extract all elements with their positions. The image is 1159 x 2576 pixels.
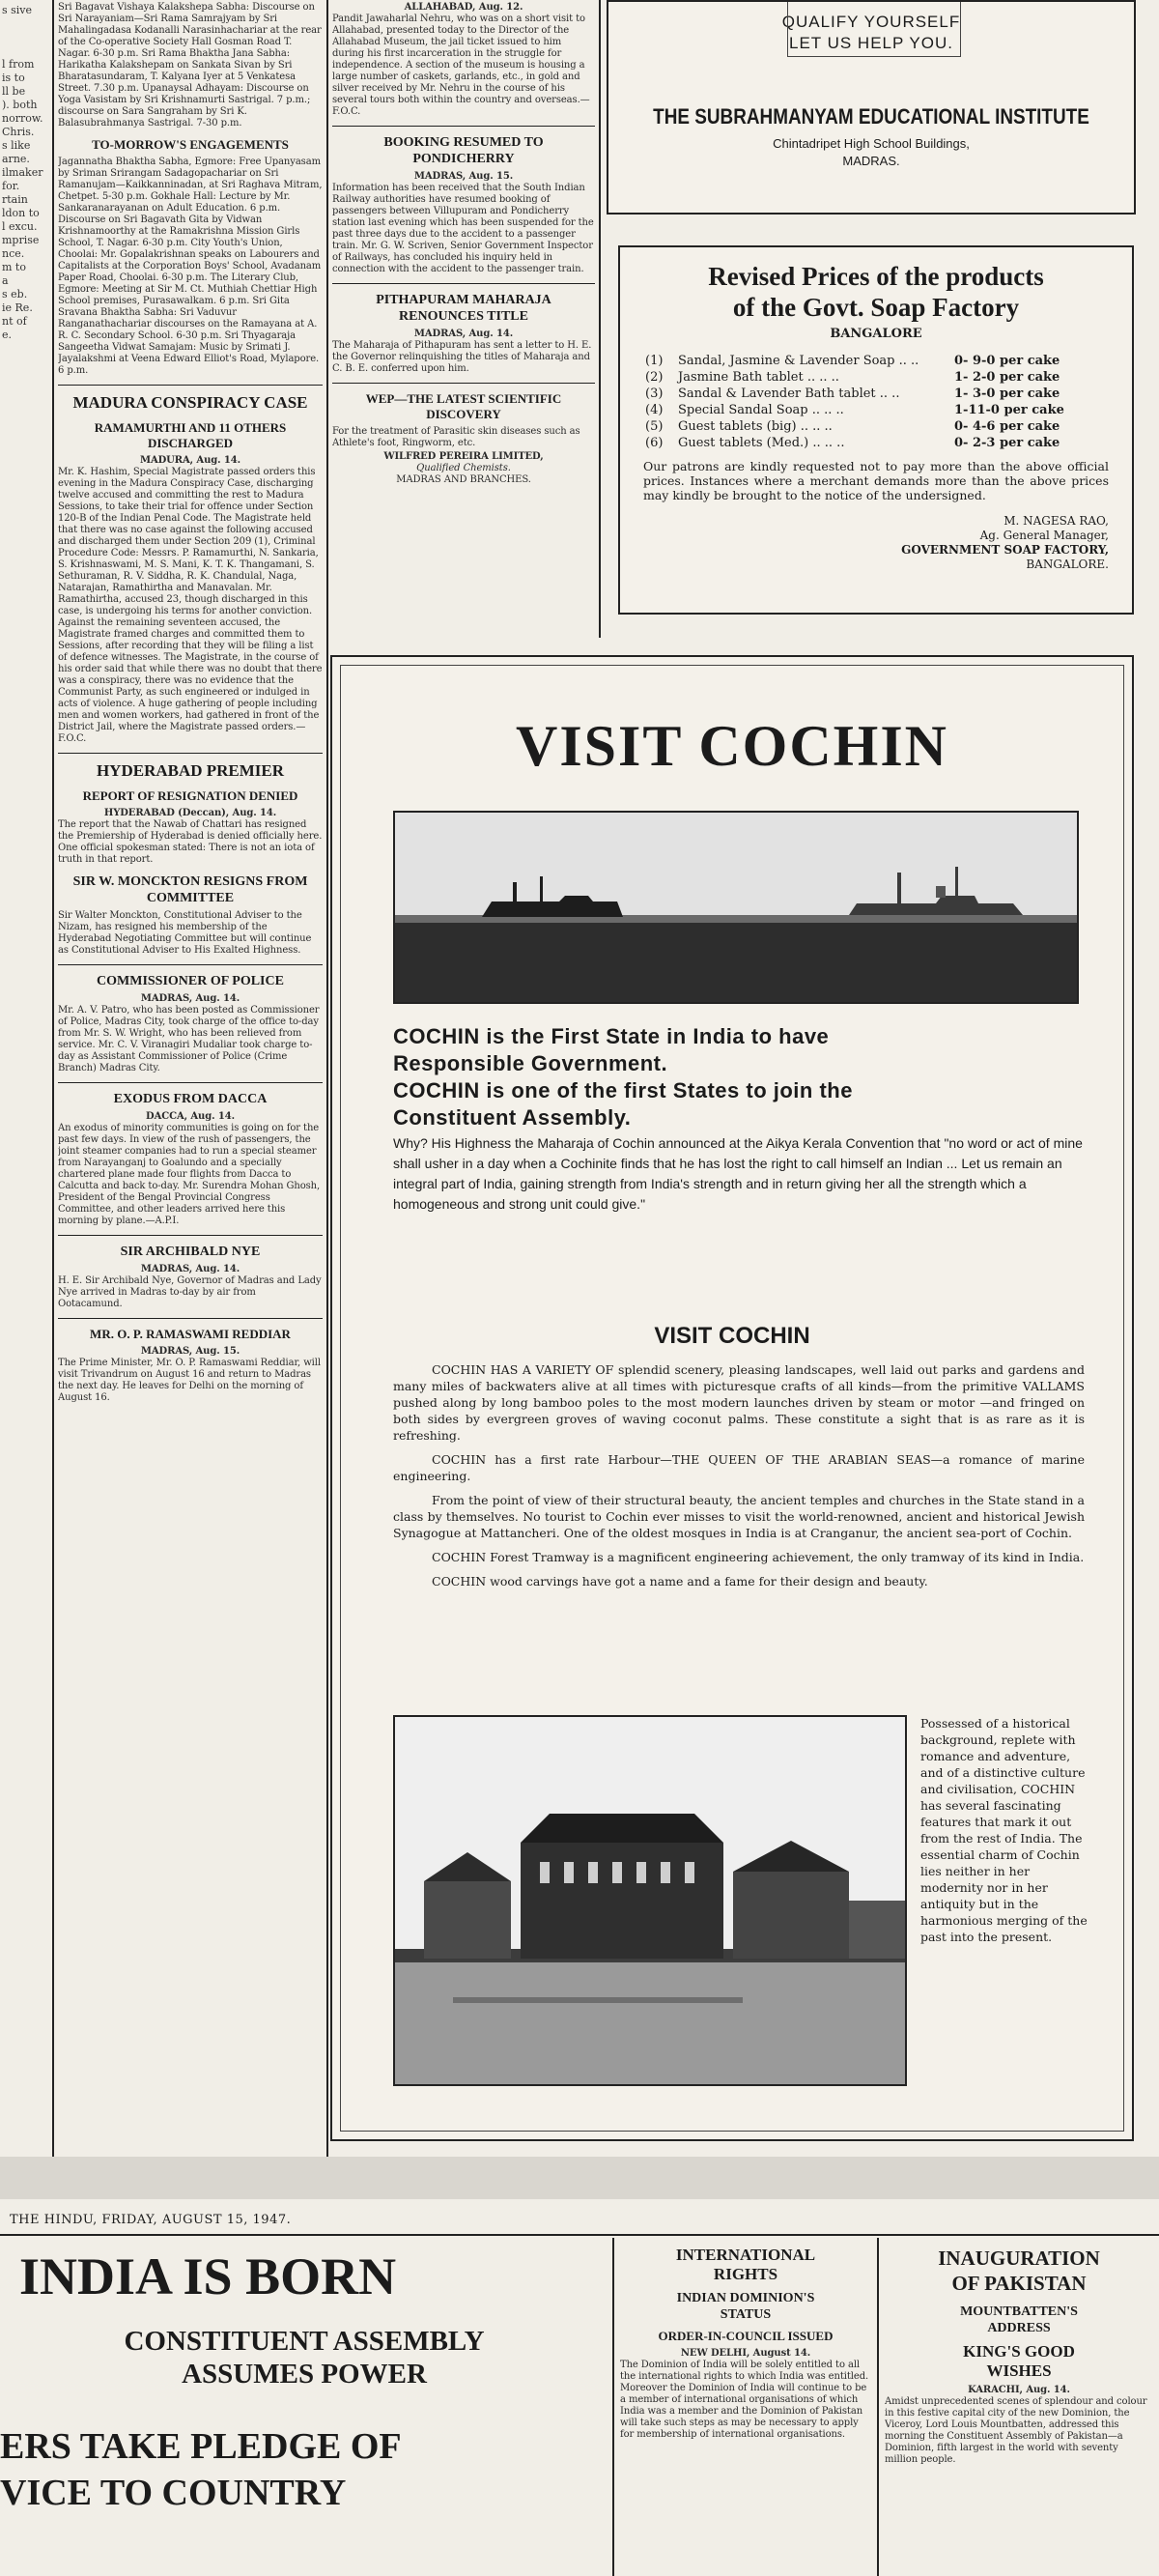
price-row-number: (1) xyxy=(645,354,664,368)
soap-factory-ad xyxy=(618,245,1134,615)
cochin-paragraph: COCHIN wood carvings have got a name and a fame for their design and beauty. xyxy=(432,1574,928,1589)
cochin-side-text: Possessed of a historical background, replete with romance and adventure, and of a distinctive culture and civilisation, COCHIN has several fascinating features that mark it out from the rest of India. The essential charm of Cochin lies neither in her modernity nor in her antiquity but in the harmonious merging of the past into the present. xyxy=(920,1716,1088,1944)
pakistan-subhead-3: KING'S GOOD xyxy=(963,2342,1075,2361)
allahabad-dateline: ALLAHABAD, Aug. 12. xyxy=(404,2,523,13)
newspaper-masthead: THE HINDU, FRIDAY, AUGUST 15, 1947. xyxy=(10,2213,292,2227)
madura-headline: MADURA CONSPIRACY CASE xyxy=(72,393,308,412)
signer-title: Ag. General Manager, xyxy=(979,529,1109,542)
divider xyxy=(58,753,323,754)
price-row-number: (4) xyxy=(645,403,664,417)
pithapuram-dateline: MADRAS, Aug. 14. xyxy=(413,329,514,339)
margin-fragment: l excu. xyxy=(2,220,38,233)
intl-headline-1: INTERNATIONAL xyxy=(675,2246,816,2264)
price-row-price: 0- 2-3 per cake xyxy=(954,436,1060,450)
pithapuram-text: The Maharaja of Pithapuram has sent a letter to H. E. the Governor relinquishing the titles of Maharaja and C. B. E. conferred upon him. xyxy=(332,340,592,374)
pakistan-headline-2: OF PAKISTAN xyxy=(951,2272,1087,2295)
booking-text: Information has been received that the South Indian Railway authorities have resumed booking of passengers between Villupuram and Pondicherry station last evening which has been suspended for the past three days due to the accident to a passenger train. Mr. G. W. Scriven, Senior Government Inspector of Railways, has concluded his inquiry held in connection with the accident to the passenger train. xyxy=(332,183,594,274)
intl-dateline: NEW DELHI, August 14. xyxy=(680,2348,811,2359)
price-row xyxy=(645,418,1099,435)
intl-subhead-2: STATUS xyxy=(720,2307,772,2322)
booking-dateline: MADRAS, Aug. 15. xyxy=(413,171,514,182)
maharaja-quote: Why? His Highness the Maharaja of Cochin announced at the Aikya Kerala Convention that "no word or act of mine shall usher in a day when a Cochinite finds that he has lost the right to call himself an Indian ... Let us remain an integral part of India, gaining strength from India's strength and in return giving her all the strength which a homogeneous and strong unit could give." xyxy=(393,1135,1083,1212)
divider xyxy=(58,1318,323,1319)
divider xyxy=(58,385,323,386)
harbour-photo-image xyxy=(395,813,1077,1002)
pakistan-text: Amidst unprecedented scenes of splendour and colour in this festive capital city of the new Dominion, the Viceroy, Lord Louis Mountbatten, addressed this morning the Constituent Assembly of Pakistan—a Dominion, fifth largest in the world with seventy million people. xyxy=(885,2396,1147,2465)
institute-city: MADRAS. xyxy=(842,154,900,168)
news-column-2 xyxy=(332,2,595,632)
price-row-price: 1-11-0 per cake xyxy=(954,403,1064,417)
price-row-item: Special Sandal Soap .. .. .. xyxy=(678,403,844,417)
qualify-line-2: LET US HELP YOU. xyxy=(788,34,953,52)
reddiar-dateline: MADRAS, Aug. 15. xyxy=(140,1346,240,1357)
monckton-headline: SIR W. MONCKTON RESIGNS FROM COMMITTEE xyxy=(72,874,308,905)
cochin-paragraph: COCHIN HAS A VARIETY OF splendid scenery, pleasing landscapes, well laid out parks and gardens and many miles of backwaters alive at all times with picturesque crafts of all kinds—from the primitive VALLAMS pushed along by long bamboo poles to the most modern launches driven by steam or motor —and fringed on both sides by evergreen groves of waving coconut palms. These constitute a sight that is as rare as it is refreshing. xyxy=(393,1362,1085,1443)
margin-fragment: s like xyxy=(2,139,31,152)
pakistan-headline-1: INAUGURATION xyxy=(938,2247,1100,2270)
pakistan-dateline: KARACHI, Aug. 14. xyxy=(968,2385,1070,2395)
price-row-price: 0- 9-0 per cake xyxy=(954,354,1060,368)
engagement-listing: Sri Bagavat Vishaya Kalakshepa Sabha: Discourse on Sri Narayaniam—Sri Rama Samrajyam by Sri Mahalingadasa Kodanalli Narasinhachariar at the rear of the Co-operative Society Hall Gosman Road T. Nagar. 6-30 p.m. Sri Rama Bhaktha Jana Sabha: Harikatha Kalakshepam on Sankata Sivan by Sri Bharatasundaram, T. Kalyana Iyer at 5 Venkatesa Street. 7.30 p.m. Upanaysal Adhayam: Discourse on Yoga Vasistam by Sri Krishnamurti Sastrigal. 7 p.m.; discourse on Sara Sangraham by Sri K. Balasubrahmanya Sastrigal. 7-30 p.m. xyxy=(58,2,322,129)
wep-role: Qualified Chemists. xyxy=(416,463,511,473)
hyderabad-text: The report that the Nawab of Chattari has resigned the Premiership of Hyderabad is denied officially here. One official spokesman stated: There is not an iota of truth in that report. xyxy=(58,819,323,865)
nye-dateline: MADRAS, Aug. 14. xyxy=(140,1264,240,1274)
margin-fragment: mprise xyxy=(2,234,40,246)
signer-name: M. NAGESA RAO, xyxy=(1004,514,1109,528)
price-row xyxy=(645,435,1099,451)
wep-place: MADRAS AND BRANCHES. xyxy=(396,474,531,485)
police-text: Mr. A. V. Patro, who has been posted as Commissioner of Police, Madras City, took charge of the office to-day from Mr. S. W. Wright, who has been relieved from service. Mr. C. V. Viranagiri Mudaliar took charge to-day as Assistant Commissioner of Police (Crime Branch) Madras City. xyxy=(58,1005,320,1073)
hyderabad-headline: HYDERABAD PREMIER xyxy=(96,761,285,780)
margin-fragment: is to xyxy=(2,72,25,84)
cochin-headline: VISIT COCHIN xyxy=(515,714,948,778)
visit-cochin-ad xyxy=(330,655,1134,2141)
pledge-subhead-2: VICE TO COUNTRY xyxy=(0,2473,347,2513)
column-rule xyxy=(612,2238,614,2576)
masthead-rule xyxy=(0,2234,1159,2236)
cochin-statement-2-line-1: COCHIN is one of the first States to join the xyxy=(393,1078,853,1102)
qualify-line-1: QUALIFY YOURSELF xyxy=(781,13,961,31)
cochin-statement-1-line-1: COCHIN is the First State in India to have xyxy=(393,1024,830,1048)
soap-signature xyxy=(620,514,1109,572)
police-headline: COMMISSIONER OF POLICE xyxy=(97,974,284,988)
margin-fragment: arne. xyxy=(2,153,30,165)
price-row-item: Jasmine Bath tablet .. .. .. xyxy=(678,370,839,385)
margin-fragment: a xyxy=(2,274,9,287)
palace-photo-image xyxy=(395,1717,905,2084)
dacca-dateline: DACCA, Aug. 14. xyxy=(146,1111,235,1122)
price-row-item: Guest tablets (big) .. .. .. xyxy=(678,419,833,434)
price-row xyxy=(645,353,1099,369)
margin-fragment: nt of xyxy=(2,315,27,328)
column-rule xyxy=(326,0,328,2157)
dacca-headline: EXODUS FROM DACCA xyxy=(113,1092,268,1106)
reddiar-text: The Prime Minister, Mr. O. P. Ramaswami Reddiar, will visit Trivandrum on August 16 and return to Madras the next day. He leaves for Delhi on the morning of August 16. xyxy=(58,1358,321,1403)
price-row xyxy=(645,386,1099,402)
harbour-photo xyxy=(393,811,1079,1004)
pledge-subhead-1: ERS TAKE PLEDGE OF xyxy=(0,2426,402,2467)
madura-text: Mr. K. Hashim, Special Magistrate passed orders this evening in the Madura Conspiracy Case, discharging twelve accused and committing the rest to Madura Sessions, to take their trial for offence under Section 120-B of the Indian Penal Code. The Magistrate held that there was no case against the following accused and discharged them under Section 209 (1), Criminal Procedure Code: Messrs. P. Ramamurthi, N. Sankaria, S. Krishnaswami, M. S. Mani, K. T. K. Thangamani, S. Sethuraman, R. V. Siddha, R. K. Chandulal, Naga, Natarajan, Ramathirtha and Manavalan. Mr. Ramathirtha, accused 23, though discharged in this case, is undergoing his terms for another conviction. Against the remaining seventeen accused, the Magistrate framed charges and committed them to Sessions, after recording that they will be filing a list of defence witnesses. The Magistrate, in the course of his order said that while there was no doubt that there was a conspiracy, there was no evidence that the Communist Party, as such engineered or indulged in acts of violence. A huge gathering of people including men and women workers, had gathered in front of the District Jail, where the Magistrate passed orders.—F.O.C. xyxy=(58,467,323,744)
margin-fragment: ). both xyxy=(2,99,38,111)
factory-place: BANGALORE. xyxy=(1026,558,1109,571)
page-gap xyxy=(0,2157,1159,2199)
margin-fragment: ll be xyxy=(2,85,26,98)
hyderabad-subheadline: REPORT OF RESIGNATION DENIED xyxy=(82,788,298,803)
intl-subhead-3: ORDER-IN-COUNCIL ISSUED xyxy=(658,2329,834,2343)
divider xyxy=(332,283,595,284)
price-row-number: (5) xyxy=(645,419,664,434)
international-rights-column xyxy=(620,2242,871,2574)
madura-dateline: MADURA, Aug. 14. xyxy=(139,455,241,466)
wep-text: For the treatment of Parasitic skin diseases such as Athlete's foot, Ringworm, etc. xyxy=(332,426,580,448)
margin-fragment: rtain xyxy=(2,193,28,206)
institute-name: THE SUBRAHMANYAM EDUCATIONAL INSTITUTE xyxy=(653,104,1089,129)
pakistan-column xyxy=(885,2242,1153,2574)
page-sheet-lower xyxy=(0,2199,1159,2576)
price-row-number: (6) xyxy=(645,436,664,450)
divider xyxy=(58,1235,323,1236)
intl-subhead-1: INDIAN DOMINION'S xyxy=(676,2291,815,2305)
margin-fragment: for. xyxy=(2,180,20,192)
engagements-text: Jagannatha Bhaktha Sabha, Egmore: Free Upanyasam by Sriman Srirangam Sadagopachariar on Sri Ramanujam—Kaikkanninadan, at Sri Raghava Mitram, Chetpet. 5-30 p.m. Gokhale Hall: Lecture by Mr. Sankaranarayanan on Adult Education. 6 p.m. Discourse on Sri Bagavath Gita by Vidwan Krishnamoorthy at the Ramakrishna Mission Girls School, T. Nagar. 6-30 p.m. City Youth's Union, Choolai: Mr. Gopalakrishnan speaks on Labourers and Capitalists at the Corporation Boys' School, Avadanam Paper Road, Choolai. 6-30 p.m. The Literary Club, Egmore: Meeting at Sir M. Ct. Muthiah Chettiar High School premises, Purasawalkam. 6 p.m. Sri Gita Sravana Bhaktha Sabha: Sri Vaduvur Ranganathachariar discourses on the Ramayana at A. R. C. Secondary School. 6-30 p.m. Sri Thyagaraja Sangeetha Vidwat Samajam: Music by Srimati J. Jayalakshmi at Veena Edward Elliot's Road, Mylapore. 6 p.m. xyxy=(58,157,323,376)
margin-fragment: ie Re. xyxy=(2,301,33,314)
cochin-body xyxy=(393,1361,1085,1597)
nye-headline: SIR ARCHIBALD NYE xyxy=(120,1245,261,1259)
palace-photo xyxy=(393,1715,907,2086)
pakistan-subhead-1: MOUNTBATTEN'S xyxy=(960,2304,1078,2319)
news-column-1 xyxy=(58,2,323,2153)
monckton-text: Sir Walter Monckton, Constitutional Adviser to the Nizam, has resigned his membership of the Hyderabad Negotiating Committee but will continue as Constitutional Adviser to His Exalted Highness. xyxy=(58,910,312,956)
margin-fragment: Chris. xyxy=(2,126,35,138)
cochin-inner-frame xyxy=(340,665,1124,2132)
assembly-subhead-2: ASSUMES POWER xyxy=(182,2359,427,2390)
madura-subheadline: RAMAMURTHI AND 11 OTHERS DISCHARGED xyxy=(94,420,287,450)
price-row xyxy=(645,369,1099,386)
price-list xyxy=(645,353,1132,451)
police-dateline: MADRAS, Aug. 14. xyxy=(140,993,240,1004)
margin-fragment: ilmaker xyxy=(2,166,43,179)
pithapuram-headline: PITHAPURAM MAHARAJA RENOUNCES TITLE xyxy=(376,293,551,324)
intl-text: The Dominion of India will be solely entitled to all the international rights to which India was entitled. Moreover the Dominion of India will continue to be a member of international organisations of which India was a member and the Dominion of Pakistan will take such steps as may be necessary to apply for membership of international organisations. xyxy=(620,2360,869,2440)
margin-fragment: norrow. xyxy=(2,112,43,125)
column-rule xyxy=(599,0,601,638)
reddiar-headline: MR. O. P. RAMASWAMI REDDIAR xyxy=(90,1327,291,1341)
intl-headline-2: RIGHTS xyxy=(713,2265,778,2283)
india-is-born-headline: INDIA IS BORN xyxy=(19,2247,397,2305)
cochin-paragraph: From the point of view of their structural beauty, the ancient temples and churches in the State stand in a class by themselves. No tourist to Cochin ever misses to visit the world-renowned, ancient and historical Jewish Synagogue at Mattancheri. One of the oldest mosques in India is at Cranganur, the ancient sea-port of Cochin. xyxy=(393,1493,1085,1540)
pakistan-subhead-2: ADDRESS xyxy=(987,2321,1051,2335)
soap-title-line-2: of the Govt. Soap Factory xyxy=(732,293,1020,322)
margin-fragment: s eb. xyxy=(2,288,28,301)
price-row-item: Guest tablets (Med.) .. .. .. xyxy=(678,436,845,450)
margin-fragment: ldon to xyxy=(2,207,40,219)
allahabad-text: Pandit Jawaharlal Nehru, who was on a short visit to Allahabad, presented today to the Director of the Allahabad Museum, the jail ticket issued to him during his first incarceration in the struggle for independence. A section of the museum is housing a large number of caskets, garlands, etc., in gold and silver received by Mr. Nehru in the course of his several tours both within the country and overseas.—F.O.C. xyxy=(332,14,590,117)
soap-title-line-1: Revised Prices of the products xyxy=(708,262,1044,291)
booking-headline: BOOKING RESUMED TO PONDICHERRY xyxy=(383,135,544,166)
dacca-text: An exodus of minority communities is going on for the past few days. In view of the rush of passengers, the joint steamer companies had to run a special steamer from Narayanganj to Goalundo and a specially chartered plane made four flights from Dacca to Calcutta and back to-day. Mr. Surendra Mohan Ghosh, President of the Bengal Provincial Congress Committee, and other leaders arrived here this morning by plane.—A.P.I. xyxy=(58,1123,321,1226)
divider xyxy=(332,126,595,127)
engagements-heading: TO-MORROW'S ENGAGEMENTS xyxy=(92,137,289,152)
margin-fragment: nce. xyxy=(2,247,25,260)
cochin-subheading: VISIT COCHIN xyxy=(654,1323,810,1349)
divider xyxy=(58,964,323,965)
cochin-statement-2 xyxy=(393,1077,1085,1131)
wep-company: WILFRED PEREIRA LIMITED, xyxy=(383,451,544,462)
cochin-statement-1 xyxy=(393,1023,1085,1077)
margin-fragment: s sive xyxy=(2,4,33,16)
assembly-subhead-1: CONSTITUENT ASSEMBLY xyxy=(124,2326,485,2357)
price-row-number: (3) xyxy=(645,386,664,401)
price-row-number: (2) xyxy=(645,370,664,385)
factory-name: GOVERNMENT SOAP FACTORY, xyxy=(901,543,1109,557)
cochin-statement-2-line-2: Constituent Assembly. xyxy=(393,1105,632,1130)
qualify-frame xyxy=(787,2,961,57)
price-row-price: 0- 4-6 per cake xyxy=(954,419,1060,434)
soap-note: Our patrons are kindly requested not to pay more than the above official prices. Instances where a merchant demands more than the above prices may kindly be brought to the notice of the undersigned. xyxy=(643,459,1109,502)
divider xyxy=(58,1082,323,1083)
price-row xyxy=(645,402,1099,418)
price-row-item: Sandal, Jasmine & Lavender Soap .. .. xyxy=(678,354,919,368)
wep-headline: WEP—THE LATEST SCIENTIFIC DISCOVERY xyxy=(365,391,562,421)
column-rule xyxy=(877,2238,879,2576)
divider xyxy=(332,383,595,384)
hyderabad-dateline: HYDERABAD (Deccan), Aug. 14. xyxy=(103,808,277,818)
margin-fragment: m to xyxy=(2,261,26,273)
price-row-price: 1- 3-0 per cake xyxy=(954,386,1060,401)
institute-ad xyxy=(607,0,1136,215)
price-row-item: Sandal & Lavender Bath tablet .. .. xyxy=(678,386,900,401)
column-rule xyxy=(52,0,54,2157)
margin-fragment: l from xyxy=(2,58,35,71)
margin-fragment: e. xyxy=(2,329,13,341)
cochin-paragraph: COCHIN Forest Tramway is a magnificent engineering achievement, the only tramway of its kind in India. xyxy=(432,1550,1085,1564)
soap-place: BANGALORE xyxy=(830,327,922,341)
pakistan-subhead-4: WISHES xyxy=(986,2361,1052,2380)
cochin-statement-1-line-2: Responsible Government. xyxy=(393,1051,668,1075)
institute-address: Chintadripet High School Buildings, xyxy=(773,136,970,151)
nye-text: H. E. Sir Archibald Nye, Governor of Madras and Lady Nye arrived in Madras to-day by air from Ootacamund. xyxy=(58,1275,322,1309)
price-row-price: 1- 2-0 per cake xyxy=(954,370,1060,385)
cochin-paragraph: COCHIN has a first rate Harbour—THE QUEEN OF THE ARABIAN SEAS—a romance of marine engineering. xyxy=(393,1452,1085,1483)
